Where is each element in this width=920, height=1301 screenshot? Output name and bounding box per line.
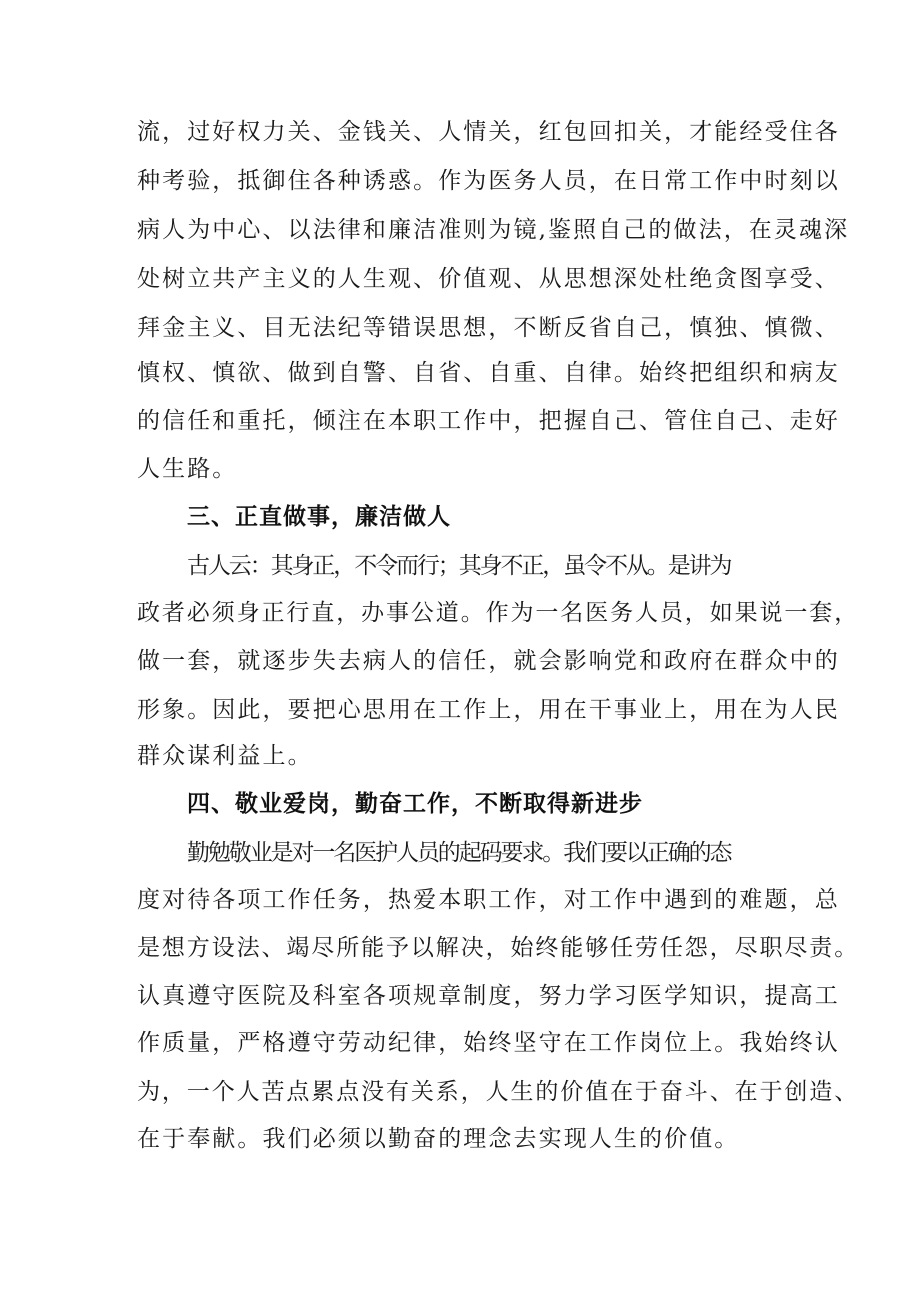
body-text-line: 人生路。 xyxy=(137,456,238,482)
body-text-line: 种考验，抵御住各种诱惑。作为医务人员，在日常工作中时刻以 xyxy=(137,168,840,194)
body-text-line: 群众谋利益上。 xyxy=(137,743,313,769)
section-heading: 三、正直做事，廉洁做人 xyxy=(187,504,451,530)
body-text-line: 形象。因此，要把心思用在工作上，用在干事业上，用在为人民 xyxy=(137,697,840,723)
body-text-line: 在于奉献。我们必须以勤奋的理念去实现人生的价值。 xyxy=(137,1126,740,1152)
body-text-line: 做一套，就逐步失去病人的信任，就会影响党和政府在群众中的 xyxy=(137,648,840,674)
body-text-line: 古人云：其身正，不令而行；其身不正，虽令不从。是讲为 xyxy=(187,553,731,579)
body-text-line: 的信任和重托，倾注在本职工作中，把握自己、管住自己、走好 xyxy=(137,408,840,434)
body-text-line: 政者必须身正行直，办事公道。作为一名医务人员，如果说一套， xyxy=(137,600,860,626)
body-text-line: 处树立共产主义的人生观、价值观、从思想深处杜绝贪图享受、 xyxy=(137,266,840,292)
body-text-line: 拜金主义、目无法纪等错误思想，不断反省自己，慎独、慎微、 xyxy=(137,315,840,341)
body-text-line: 慎权、慎欲、做到自警、自省、自重、自律。始终把组织和病友 xyxy=(137,360,840,386)
body-text-line: 勤勉敬业是对一名医护人员的起码要求。我们要以正确的态 xyxy=(187,840,731,866)
body-text-line: 为，一个人苦点累点没有关系，人生的价值在于奋斗、在于创造、 xyxy=(137,1079,860,1105)
body-text-line: 流，过好权力关、金钱关、人情关，红包回扣关，才能经受住各 xyxy=(137,119,840,145)
section-heading: 四、敬业爱岗，勤奋工作，不断取得新进步 xyxy=(187,791,643,817)
body-text-line: 病人为中心、以法律和廉洁准则为镜,鉴照自己的做法，在灵魂深 xyxy=(137,217,850,243)
body-text-line: 度对待各项工作任务，热爱本职工作，对工作中遇到的难题，总 xyxy=(137,887,840,913)
body-text-line: 认真遵守医院及科室各项规章制度，努力学习医学知识，提高工 xyxy=(137,983,840,1009)
body-text-line: 是想方设法、竭尽所能予以解决，始终能够任劳任怨，尽职尽责。 xyxy=(137,935,860,961)
body-text-line: 作质量，严格遵守劳动纪律，始终坚守在工作岗位上。我始终认 xyxy=(137,1030,840,1056)
